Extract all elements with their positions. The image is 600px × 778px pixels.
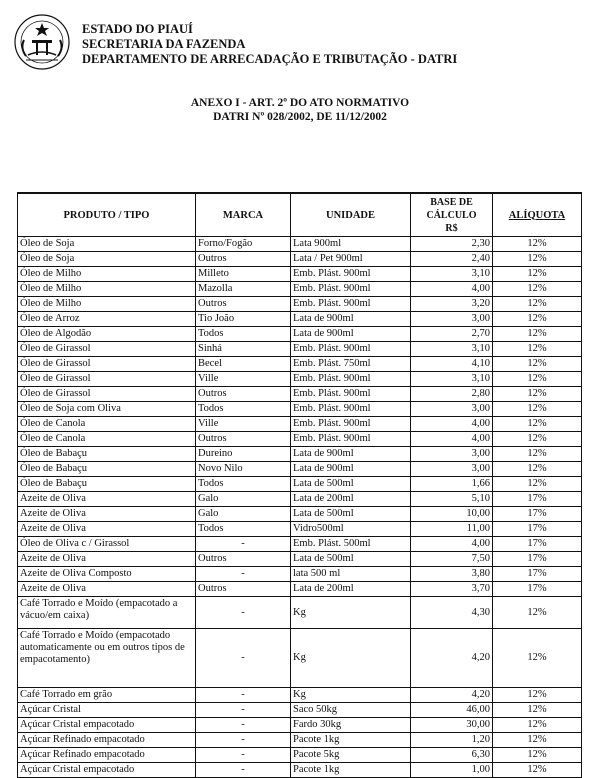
cell-marca: Ville — [196, 417, 291, 432]
cell-base: 3,10 — [411, 372, 493, 387]
cell-produto: Óleo de Oliva c / Girassol — [18, 537, 196, 552]
cell-aliquota: 12% — [493, 597, 582, 629]
table-row — [18, 297, 582, 312]
cell-aliquota: 12% — [493, 629, 582, 688]
header-base-calculo — [411, 193, 493, 237]
cell-marca: Outros — [196, 252, 291, 267]
header-aliquota: ALÍQUOTA — [493, 193, 582, 237]
table-row — [18, 417, 582, 432]
cell-unidade: Saco 50kg — [291, 703, 411, 718]
cell-unidade: Emb. Plást. 900ml — [291, 417, 411, 432]
table-row — [18, 733, 582, 748]
cell-marca: - — [196, 688, 291, 703]
cell-produto: Açúcar Cristal empacotado — [18, 718, 196, 733]
cell-produto: Café Torrado em grão — [18, 688, 196, 703]
org-secretariat: SECRETARIA DA FAZENDA — [82, 37, 246, 51]
cell-produto: Óleo de Soja — [18, 237, 196, 252]
cell-unidade: Lata / Pet 900ml — [291, 252, 411, 267]
cell-base: 2,70 — [411, 327, 493, 342]
cell-aliquota: 17% — [493, 582, 582, 597]
cell-produto: Azeite de Oliva — [18, 552, 196, 567]
cell-marca: Forno/Fogão — [196, 237, 291, 252]
cell-produto: Óleo de Babaçu — [18, 477, 196, 492]
table-row — [18, 703, 582, 718]
cell-aliquota: 12% — [493, 372, 582, 387]
cell-marca: Outros — [196, 582, 291, 597]
cell-produto: Óleo de Canola — [18, 417, 196, 432]
cell-marca: Todos — [196, 477, 291, 492]
header-base-line2: CÁLCULO — [426, 209, 477, 221]
cell-aliquota: 12% — [493, 402, 582, 417]
table-row — [18, 327, 582, 342]
cell-produto: Óleo de Arroz — [18, 312, 196, 327]
cell-marca: Milleto — [196, 267, 291, 282]
cell-unidade: Lata de 900ml — [291, 327, 411, 342]
cell-marca: Tio João — [196, 312, 291, 327]
cell-marca: Becel — [196, 357, 291, 372]
cell-produto: Óleo de Girassol — [18, 342, 196, 357]
cell-base: 10,00 — [411, 507, 493, 522]
cell-produto: Óleo de Milho — [18, 297, 196, 312]
cell-marca: Galo — [196, 507, 291, 522]
cell-unidade: Emb. Plást. 900ml — [291, 402, 411, 417]
table-row — [18, 477, 582, 492]
cell-base: 1,20 — [411, 733, 493, 748]
cell-produto: Açúcar Refinado empacotado — [18, 733, 196, 748]
cell-unidade: Vidro500ml — [291, 522, 411, 537]
cell-marca: - — [196, 703, 291, 718]
cell-produto: Óleo de Girassol — [18, 357, 196, 372]
cell-produto: Óleo de Girassol — [18, 372, 196, 387]
cell-marca: Ville — [196, 372, 291, 387]
cell-produto: Óleo de Babaçu — [18, 462, 196, 477]
cell-marca: Todos — [196, 402, 291, 417]
cell-base: 4,10 — [411, 357, 493, 372]
cell-base: 3,10 — [411, 267, 493, 282]
cell-aliquota: 17% — [493, 507, 582, 522]
cell-produto: Azeite de Oliva Composto — [18, 567, 196, 582]
cell-produto: Açúcar Cristal empacotado — [18, 763, 196, 778]
cell-marca: Todos — [196, 522, 291, 537]
cell-produto: Óleo de Canola — [18, 432, 196, 447]
cell-unidade: Emb. Plást. 900ml — [291, 372, 411, 387]
table-row — [18, 342, 582, 357]
cell-aliquota: 12% — [493, 447, 582, 462]
cell-unidade: Emb. Plást. 900ml — [291, 387, 411, 402]
header-marca: MARCA — [196, 193, 291, 237]
header-produto: PRODUTO / TIPO — [18, 193, 196, 237]
cell-aliquota: 17% — [493, 537, 582, 552]
cell-aliquota: 12% — [493, 297, 582, 312]
table-row — [18, 522, 582, 537]
cell-unidade: Emb. Plást. 900ml — [291, 432, 411, 447]
cell-produto: Óleo de Soja com Oliva — [18, 402, 196, 417]
table-row — [18, 447, 582, 462]
table-row — [18, 282, 582, 297]
cell-produto: Azeite de Oliva — [18, 522, 196, 537]
table-row — [18, 372, 582, 387]
cell-marca: Todos — [196, 327, 291, 342]
cell-marca: - — [196, 733, 291, 748]
cell-aliquota: 12% — [493, 387, 582, 402]
cell-produto: Açúcar Refinado empacotado — [18, 748, 196, 763]
cell-unidade: Lata de 900ml — [291, 447, 411, 462]
table-row — [18, 252, 582, 267]
table-row — [18, 507, 582, 522]
cell-base: 3,00 — [411, 447, 493, 462]
table-row — [18, 462, 582, 477]
table-row — [18, 492, 582, 507]
cell-produto: Azeite de Oliva — [18, 582, 196, 597]
cell-base: 30,00 — [411, 718, 493, 733]
cell-aliquota: 12% — [493, 477, 582, 492]
cell-base: 1,00 — [411, 763, 493, 778]
cell-aliquota: 17% — [493, 552, 582, 567]
cell-base: 3,00 — [411, 462, 493, 477]
cell-unidade: Emb. Plást. 900ml — [291, 267, 411, 282]
cell-base: 4,00 — [411, 282, 493, 297]
cell-marca: - — [196, 567, 291, 582]
cell-produto: Café Torrado e Moído (empacotado automaticamente ou em outros tipos de empacotamento) — [18, 629, 196, 688]
cell-aliquota: 17% — [493, 522, 582, 537]
cell-unidade: Lata de 500ml — [291, 477, 411, 492]
price-table — [17, 192, 582, 778]
cell-base: 3,00 — [411, 312, 493, 327]
cell-base: 11,00 — [411, 522, 493, 537]
cell-base: 4,00 — [411, 432, 493, 447]
cell-aliquota: 12% — [493, 733, 582, 748]
state-seal-icon — [12, 10, 72, 72]
cell-base: 2,40 — [411, 252, 493, 267]
table-row — [18, 629, 582, 688]
cell-base: 4,30 — [411, 597, 493, 629]
table-row — [18, 597, 582, 629]
cell-unidade: Pacote 5kg — [291, 748, 411, 763]
cell-produto: Óleo de Soja — [18, 252, 196, 267]
cell-unidade: Emb. Plást. 900ml — [291, 342, 411, 357]
document-title — [0, 96, 600, 124]
cell-marca: - — [196, 597, 291, 629]
cell-produto: Azeite de Oliva — [18, 492, 196, 507]
table-row — [18, 718, 582, 733]
cell-aliquota: 12% — [493, 357, 582, 372]
cell-marca: Outros — [196, 432, 291, 447]
cell-unidade: Emb. Plást. 900ml — [291, 282, 411, 297]
cell-aliquota: 12% — [493, 342, 582, 357]
cell-unidade: Kg — [291, 629, 411, 688]
org-department: DEPARTAMENTO DE ARRECADAÇÃO E TRIBUTAÇÃO - DATRI — [82, 52, 458, 66]
cell-produto: Óleo de Milho — [18, 267, 196, 282]
cell-base: 3,00 — [411, 402, 493, 417]
cell-aliquota: 12% — [493, 417, 582, 432]
organization-name — [82, 22, 457, 67]
cell-base: 5,10 — [411, 492, 493, 507]
header-unidade: UNIDADE — [291, 193, 411, 237]
cell-marca: Mazolla — [196, 282, 291, 297]
cell-aliquota: 12% — [493, 748, 582, 763]
cell-produto: Óleo de Girassol — [18, 387, 196, 402]
cell-marca: Novo Nilo — [196, 462, 291, 477]
table-header-row — [18, 193, 582, 237]
cell-produto: Azeite de Oliva — [18, 507, 196, 522]
cell-unidade: Fardo 30kg — [291, 718, 411, 733]
cell-aliquota: 12% — [493, 282, 582, 297]
cell-marca: - — [196, 629, 291, 688]
cell-marca: Outros — [196, 552, 291, 567]
cell-produto: Óleo de Algodão — [18, 327, 196, 342]
cell-unidade: Pacote 1kg — [291, 733, 411, 748]
cell-marca: Outros — [196, 387, 291, 402]
title-line-2: DATRI Nº 028/2002, DE 11/12/2002 — [213, 111, 387, 123]
table-row — [18, 582, 582, 597]
cell-marca: - — [196, 718, 291, 733]
cell-aliquota: 12% — [493, 312, 582, 327]
cell-unidade: Lata de 900ml — [291, 312, 411, 327]
cell-produto: Óleo de Milho — [18, 282, 196, 297]
cell-aliquota: 12% — [493, 718, 582, 733]
cell-unidade: Emb. Plást. 500ml — [291, 537, 411, 552]
cell-aliquota: 12% — [493, 327, 582, 342]
cell-aliquota: 12% — [493, 462, 582, 477]
title-line-1: ANEXO I - ART. 2º DO ATO NORMATIVO — [190, 97, 410, 109]
cell-produto: Café Torrado e Moído (empacotado a vácuo/em caixa) — [18, 597, 196, 629]
cell-base: 1,66 — [411, 477, 493, 492]
cell-base: 4,00 — [411, 417, 493, 432]
table-row — [18, 402, 582, 417]
cell-base: 46,00 — [411, 703, 493, 718]
table-row — [18, 748, 582, 763]
cell-base: 4,00 — [411, 537, 493, 552]
cell-marca: - — [196, 748, 291, 763]
cell-unidade: Lata de 200ml — [291, 582, 411, 597]
cell-unidade: Lata de 500ml — [291, 552, 411, 567]
cell-unidade: Lata de 500ml — [291, 507, 411, 522]
table-row — [18, 688, 582, 703]
cell-base: 4,20 — [411, 629, 493, 688]
table-body — [18, 237, 582, 778]
cell-unidade: Lata 900ml — [291, 237, 411, 252]
cell-unidade: Emb. Plást. 900ml — [291, 297, 411, 312]
cell-aliquota: 12% — [493, 432, 582, 447]
cell-base: 6,30 — [411, 748, 493, 763]
cell-base: 3,80 — [411, 567, 493, 582]
cell-marca: - — [196, 537, 291, 552]
cell-aliquota: 12% — [493, 688, 582, 703]
table-row — [18, 763, 582, 778]
table-row — [18, 267, 582, 282]
cell-marca: Galo — [196, 492, 291, 507]
cell-marca: - — [196, 763, 291, 778]
cell-marca: Sinhá — [196, 342, 291, 357]
cell-aliquota: 12% — [493, 763, 582, 778]
header-base-line3: R$ — [445, 222, 458, 234]
org-state: ESTADO DO PIAUÍ — [82, 22, 193, 36]
cell-aliquota: 17% — [493, 567, 582, 582]
cell-base: 2,30 — [411, 237, 493, 252]
cell-aliquota: 12% — [493, 267, 582, 282]
cell-produto: Açúcar Cristal — [18, 703, 196, 718]
cell-unidade: lata 500 ml — [291, 567, 411, 582]
table-row — [18, 552, 582, 567]
cell-base: 3,20 — [411, 297, 493, 312]
cell-aliquota: 12% — [493, 252, 582, 267]
cell-base: 3,10 — [411, 342, 493, 357]
cell-aliquota: 12% — [493, 703, 582, 718]
cell-marca: Outros — [196, 297, 291, 312]
cell-base: 4,20 — [411, 688, 493, 703]
table-row — [18, 432, 582, 447]
cell-base: 7,50 — [411, 552, 493, 567]
table-row — [18, 567, 582, 582]
cell-produto: Óleo de Babaçu — [18, 447, 196, 462]
table-row — [18, 237, 582, 252]
cell-marca: Dureino — [196, 447, 291, 462]
cell-base: 3,70 — [411, 582, 493, 597]
cell-aliquota: 12% — [493, 237, 582, 252]
cell-unidade: Kg — [291, 597, 411, 629]
cell-unidade: Pacote 1kg — [291, 763, 411, 778]
table-row — [18, 357, 582, 372]
letterhead — [10, 8, 590, 78]
cell-aliquota: 17% — [493, 492, 582, 507]
table-row — [18, 312, 582, 327]
table-row — [18, 387, 582, 402]
cell-unidade: Emb. Plást. 750ml — [291, 357, 411, 372]
cell-unidade: Lata de 900ml — [291, 462, 411, 477]
header-base-line1: BASE DE — [430, 196, 473, 208]
cell-unidade: Kg — [291, 688, 411, 703]
cell-base: 2,80 — [411, 387, 493, 402]
cell-unidade: Lata de 200ml — [291, 492, 411, 507]
table-row — [18, 537, 582, 552]
